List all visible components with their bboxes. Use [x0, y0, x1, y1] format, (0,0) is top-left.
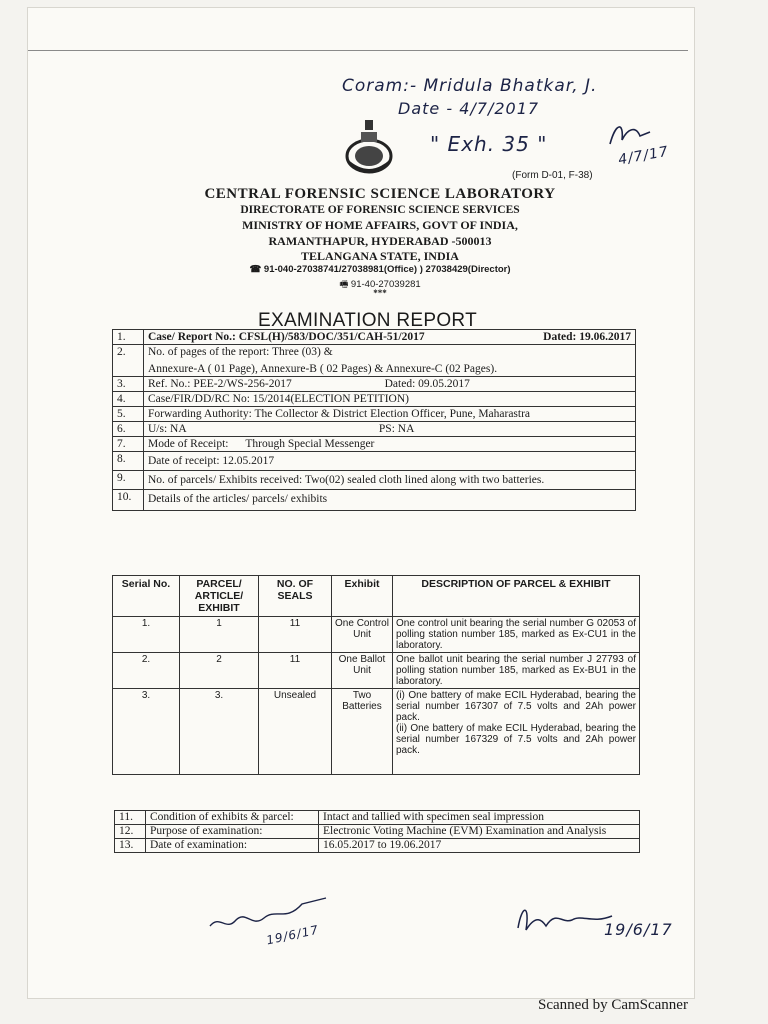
pages-count: No. of pages of the report: Three (03) & — [148, 346, 333, 358]
handwritten-exhibit-number: " Exh. 35 " — [430, 132, 548, 156]
cell-parcel: 1 — [180, 617, 259, 653]
cell-seals: 11 — [259, 617, 332, 653]
col-exhibit: Exhibit — [332, 576, 393, 617]
purpose-label: Purpose of examination: — [146, 825, 319, 839]
case-report-no: Case/ Report No.: CFSL(H)/583/DOC/351/CAH-51/2017 — [148, 331, 425, 343]
handwritten-date: Date - 4/7/2017 — [398, 99, 540, 118]
cell-serial: 2. — [113, 653, 180, 689]
row-number: 1. — [113, 330, 144, 345]
row-number: 7. — [113, 437, 144, 452]
table-row — [113, 377, 636, 392]
condition-value: Intact and tallied with specimen seal impression — [319, 811, 640, 825]
mode-of-receipt: Through Special Messenger — [245, 438, 375, 450]
forwarding-authority: Forwarding Authority: The Collector & District Election Officer, Pune, Maharastra — [144, 407, 636, 422]
table-row — [113, 407, 636, 422]
directorate: DIRECTORATE OF FORENSIC SCIENCE SERVICES — [240, 204, 520, 216]
exam-date-value: 16.05.2017 to 19.06.2017 — [319, 839, 640, 853]
annexures: Annexure-A ( 01 Page), Annexure-B ( 02 Pages) & Annexure-C (02 Pages). — [148, 363, 498, 375]
handwritten-initial-date: 4/7/17 — [616, 143, 671, 169]
initial-signature-icon — [606, 118, 654, 152]
cfsl-emblem-icon — [342, 120, 396, 178]
exam-date-label: Date of examination: — [146, 839, 319, 853]
col-description: DESCRIPTION OF PARCEL & EXHIBIT — [393, 576, 640, 617]
col-serial: Serial No. — [113, 576, 180, 617]
date-of-receipt: Date of receipt: 12.05.2017 — [144, 452, 636, 471]
table-row — [113, 392, 636, 407]
table-row — [115, 811, 640, 825]
row-number: 11. — [115, 811, 146, 825]
col-parcel: PARCEL/ ARTICLE/ EXHIBIT — [180, 576, 259, 617]
left-signature-date: 19/6/17 — [265, 922, 321, 948]
battery-2-description: (ii) One battery of make ECIL Hyderabad, bearing the serial number 167329 of 7.5 volts and 2Ah power pack. — [396, 723, 636, 756]
ref-no: Ref. No.: PEE-2/WS-256-2017 — [148, 378, 292, 390]
cell-serial: 3. — [113, 689, 180, 775]
address-line-1: RAMANTHAPUR, HYDERABAD -500013 — [268, 234, 492, 248]
row-number: 13. — [115, 839, 146, 853]
row-number: 3. — [113, 377, 144, 392]
address-line-2: TELANGANA STATE, INDIA — [301, 249, 459, 263]
row-number: 10. — [113, 490, 144, 511]
row-number: 6. — [113, 422, 144, 437]
cell-exhibit: One Control Unit — [332, 617, 393, 653]
table-row — [115, 839, 640, 853]
cell-exhibit: One Ballot Unit — [332, 653, 393, 689]
cell-serial: 1. — [113, 617, 180, 653]
ref-date: Dated: 09.05.2017 — [384, 378, 470, 390]
table-row — [113, 471, 636, 490]
cell-exhibit: Two Batteries — [332, 689, 393, 775]
report-title: EXAMINATION REPORT — [258, 310, 478, 331]
scan-edge-line — [28, 50, 688, 51]
row-number: 2. — [113, 345, 144, 377]
scanner-watermark: Scanned by CamScanner — [538, 997, 688, 1013]
table-row — [113, 689, 640, 775]
table-header-row — [113, 576, 640, 617]
fax-number: 🖷 91-40-27039281 — [339, 279, 421, 290]
case-fir-no: Case/FIR/DD/RC No: 15/2014(ELECTION PETITION) — [144, 392, 636, 407]
table-row — [113, 653, 640, 689]
table-row — [113, 437, 636, 452]
row-number: 8. — [113, 452, 144, 471]
lab-name: CENTRAL FORENSIC SCIENCE LABORATORY — [204, 186, 556, 202]
cell-parcel: 2 — [180, 653, 259, 689]
row-number: 4. — [113, 392, 144, 407]
handwritten-coram: Coram:- Mridula Bhatkar, J. — [342, 76, 598, 96]
phone-numbers: ☎ 91-040-27038741/27038981(Office) ) 27038429(Director) — [249, 264, 511, 275]
report-details-table — [112, 329, 636, 511]
cell-seals: 11 — [259, 653, 332, 689]
table-row — [113, 330, 636, 345]
mode-of-receipt-label: Mode of Receipt: — [148, 438, 229, 450]
parcels-received: No. of parcels/ Exhibits received: Two(02) sealed cloth lined along with two batteries. — [144, 471, 636, 490]
under-section: U/s: NA — [148, 423, 187, 435]
articles-details: Details of the articles/ parcels/ exhibits — [144, 490, 636, 511]
col-seals: NO. OF SEALS — [259, 576, 332, 617]
table-row — [113, 452, 636, 471]
table-row — [113, 422, 636, 437]
table-row — [113, 617, 640, 653]
right-signature-date: 19/6/17 — [604, 920, 673, 939]
header-stars: *** — [373, 288, 387, 298]
examination-details-table — [114, 810, 640, 853]
cell-description: One control unit bearing the serial number G 02053 of polling station number 185, marked as Ex-CU1 in the laboratory. — [393, 617, 640, 653]
exhibits-table — [112, 575, 640, 775]
row-number: 9. — [113, 471, 144, 490]
table-row — [115, 825, 640, 839]
table-row — [113, 490, 636, 511]
battery-1-description: (i) One battery of make ECIL Hyderabad, bearing the serial number 167307 of 7.5 volts and 2Ah power pack. — [396, 690, 636, 723]
condition-label: Condition of exhibits & parcel: — [146, 811, 319, 825]
report-date: Dated: 19.06.2017 — [543, 331, 631, 343]
cell-seals: Unsealed — [259, 689, 332, 775]
cell-description: One ballot unit bearing the serial number J 27793 of polling station number 185, marked as Ex-BU1 in the laboratory. — [393, 653, 640, 689]
ministry: MINISTRY OF HOME AFFAIRS, GOVT OF INDIA, — [242, 218, 518, 232]
police-station: PS: NA — [378, 423, 415, 435]
table-row — [113, 345, 636, 377]
row-number: 5. — [113, 407, 144, 422]
cell-parcel: 3. — [180, 689, 259, 775]
row-number: 12. — [115, 825, 146, 839]
purpose-value: Electronic Voting Machine (EVM) Examination and Analysis — [319, 825, 640, 839]
form-number: (Form D-01, F-38) — [512, 170, 593, 181]
